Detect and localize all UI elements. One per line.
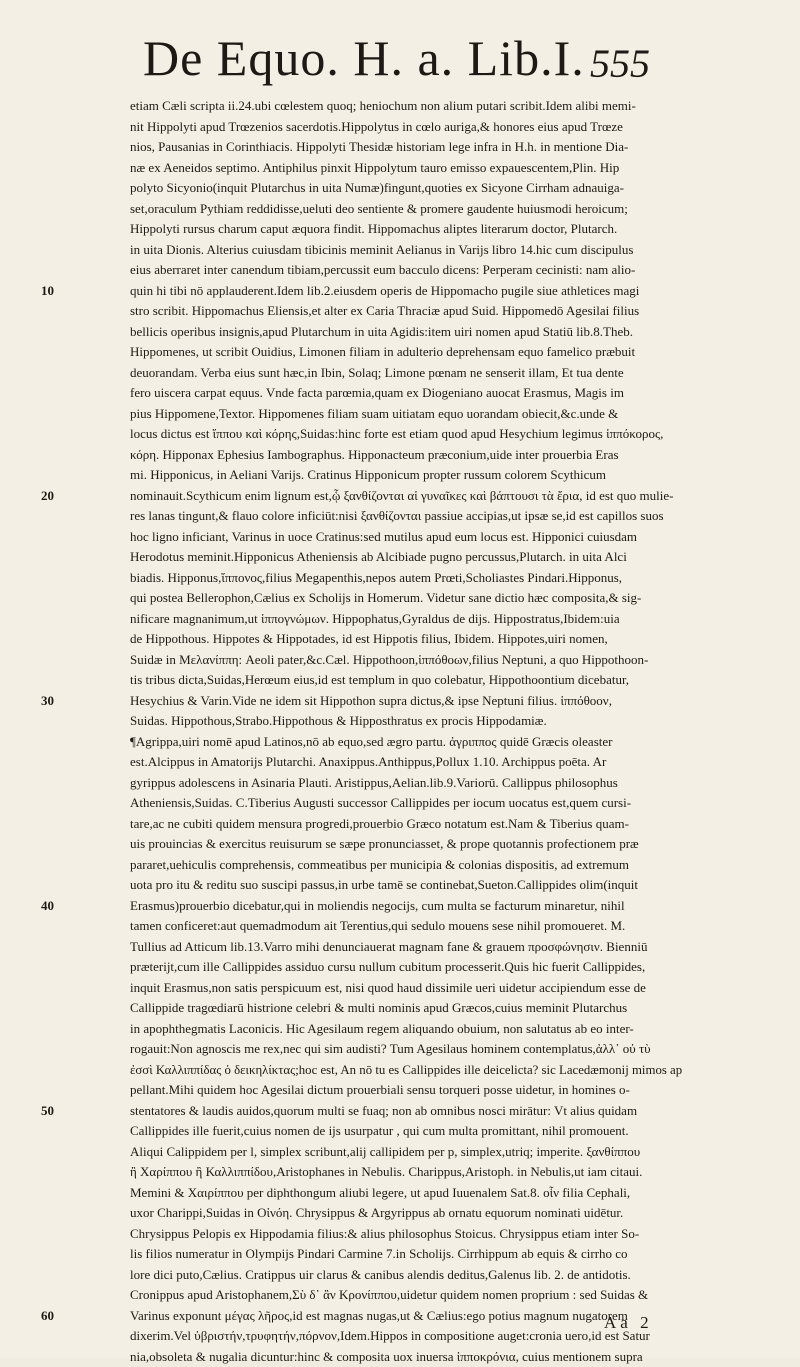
line-number: 50 <box>28 1101 54 1122</box>
line-text: Chrysippus Pelopis ex Hippodamia filius:& alius philosophus Stoicus. Chrysippus etiam inter So- <box>130 1224 639 1245</box>
line-text: polyto Sicyonio(inquit Plutarchus in uita Numæ)fingunt,quoties ex Sicyone Cirrham adnauiga- <box>130 178 624 199</box>
text-line <box>130 1019 682 1040</box>
text-line <box>130 96 682 117</box>
line-text: mi. Hipponicus, in Aeliani Varijs. Cratinus Hipponicum propter russum colorem Scythicum <box>130 465 606 486</box>
line-text: næ ex Aeneidos septimo. Antiphilus pinxit Hippolytum tauro emisso expauescentem,Plin. Hip <box>130 158 619 179</box>
text-line <box>130 342 682 363</box>
line-text: locus dictus est ἵππου καὶ κόρης,Suidas:hinc forte est etiam quod apud Hesychium legimus ἱππόκορος, <box>130 424 663 445</box>
line-text: gyrippus adolescens in Asinaria Plauti. Aristippus,Aelian.lib.9.Variorū. Callippus philosophus <box>130 773 618 794</box>
text-line <box>130 547 682 568</box>
text-line <box>130 424 682 445</box>
line-text: Suidas. Hippothous,Strabo.Hippothous & Hipposthratus ex procis Hippodamiæ. <box>130 711 547 732</box>
page-number: 555 <box>590 42 650 86</box>
text-line <box>130 998 682 1019</box>
line-text: præterijt,cum ille Callippides assiduo cursu nullum cubitum processerit.Quis hic fuerit Callippides, <box>130 957 645 978</box>
text-line <box>130 1142 682 1163</box>
text-line <box>130 609 682 630</box>
text-line <box>130 978 682 999</box>
text-line <box>130 219 682 240</box>
line-text: stentatores & laudis auidos,quorum multi se fuaq; non ab omnibus nosci mirātur: Vt alius quidam <box>130 1101 637 1122</box>
line-text: rogauit:Non agnoscis me rex,nec qui sim audisti? Tum Agesilaus hominem contemplatus,ἀλλ᾽ οὐ τὺ <box>130 1039 651 1060</box>
line-text: Hippomenes, ut scribit Ouidius, Limonen filiam in adulterio deprehensam equo famelico præbuit <box>130 342 635 363</box>
line-text: Memini & Χαιρίππου per diphthongum aliubi legere, ut apud Iuuenalem Sat.8. οἷν filia Cephali, <box>130 1183 630 1204</box>
line-number: 20 <box>28 486 54 507</box>
text-line <box>130 875 682 896</box>
text-line <box>130 1183 682 1204</box>
line-text: pius Hippomene,Textor. Hippomenes filiam suam uitiatam equo uorandam obiecit,&c.unde & <box>130 404 618 425</box>
line-text: in apophthegmatis Laconicis. Hic Agesilaum regem aliquando obuium, non salutatus ab eo inter- <box>130 1019 634 1040</box>
line-text: inquit Erasmus,non satis perspicuum est, nisi quod haud dissimile ueri uidetur accipiendum esse de <box>130 978 646 999</box>
text-line <box>130 1203 682 1224</box>
text-line <box>130 445 682 466</box>
text-line <box>130 1306 682 1327</box>
text-line <box>130 896 682 917</box>
line-number: 60 <box>28 1306 54 1327</box>
line-text: Hippolyti rursus charum caput æquora findit. Hippomachus aliptes literarum doctor, Plutarch. <box>130 219 617 240</box>
line-text: nificare magnanimum,ut ἱππογνώμων. Hippophatus,Gyraldus de dijs. Hippostratus,Ibidem:uia <box>130 609 620 630</box>
line-text: etiam Cæli scripta ii.24.ubi cœlestem quoq; heniochum non alium putari scribit.Idem alibi memi- <box>130 96 636 117</box>
running-head <box>0 30 800 100</box>
line-text: res lanas tingunt,& flauo colore inficiūt:nisi ξανθίζονται passiue accipias,ut ipsæ se,id est capillos suos <box>130 506 664 527</box>
line-text: uota pro itu & reditu suo suscipi passus,in urbe tamē se continebat,Sueton.Callippides olim(inquit <box>130 875 638 896</box>
text-line <box>130 957 682 978</box>
signature-mark: Aa 2 <box>604 1313 653 1333</box>
text-line <box>130 588 682 609</box>
line-text: Tullius ad Atticum lib.13.Varro mihi denunciauerat magnam fane & grauem προσφώνησιν. Bienniū <box>130 937 647 958</box>
line-text: Herodotus meminit.Hipponicus Atheniensis ab Alcibiade pugno percussus,Plutarch. in uita Alci <box>130 547 627 568</box>
text-line <box>130 670 682 691</box>
text-line <box>130 178 682 199</box>
line-text: eius aberraret inter canendum tibiam,percussit eum bacculo dicens: Perperam cecinisti: nam alio- <box>130 260 635 281</box>
text-line <box>130 855 682 876</box>
text-line <box>130 650 682 671</box>
line-text: tare,ac ne cubiti quidem mensura progredi,prouerbio Græco notatum est.Nam & Tiberius quam- <box>130 814 629 835</box>
text-line <box>130 1039 682 1060</box>
line-text: set,oraculum Pythiam reddidisse,ueluti deo sentiente & promere gaudente huiusmodi heroicum; <box>130 199 628 220</box>
line-text: Callippide tragœdiarū histrione celebri & multi nominis apud Græcos,cuius meminit Plutarchus <box>130 998 627 1019</box>
line-text: lore dici puto,Cælius. Cratippus uir clarus & canibus alendis deditus,Galenus lib. 2. de antidotis. <box>130 1265 631 1286</box>
text-line <box>130 1244 682 1265</box>
line-text: tamen conficeret:aut quemadmodum ait Terentius,qui sedulo mouens sese nihil promoueret. M. <box>130 916 625 937</box>
text-line <box>130 117 682 138</box>
line-text: bellicis operibus insignis,apud Plutarchum in uita Agidis:item uiri nomen apud Statiū lib.8.Theb. <box>130 322 633 343</box>
text-line <box>130 1265 682 1286</box>
line-text: nominauit.Scythicum enim lignum est,ᾧ ξανθίζονται αἱ γυναῖκες καὶ βάπτουσι τὰ ἔρια, id est quo mulie- <box>130 486 673 507</box>
text-line <box>130 1060 682 1081</box>
line-text: hoc ligno inficiant, Varinus in uoce Cratinus:sed mutilus apud eum locus est. Hipponici cuiusdam <box>130 527 637 548</box>
line-text: Atheniensis,Suidas. C.Tiberius Augusti successor Callippides per iocum uocatus est,quem cursi- <box>130 793 631 814</box>
line-text: nit Hippolyti apud Trœzenios sacerdotis.Hippolytus in cœlo auriga,& honores eius apud Trœze <box>130 117 623 138</box>
line-text: nia,obsoleta & nugalia dicuntur:hinc & composita uox inuersa ἱπποκρόνια, cuius mentionem supra <box>130 1347 643 1367</box>
line-text: nios, Pausanias in Corinthiacis. Hippolyti Thesidæ historiam lege infra in H.h. in mentione Dia- <box>130 137 628 158</box>
body-text <box>130 96 682 1367</box>
line-text: quin hi tibi nō applauderent.Idem lib.2.eiusdem operis de Hippomacho pugile siue athletices magi <box>130 281 639 302</box>
text-line <box>130 691 682 712</box>
line-text: qui postea Bellerophon,Cælius ex Scholijs in Homerum. Videtur sane dictio hæc composita,& sig- <box>130 588 641 609</box>
line-number: 10 <box>28 281 54 302</box>
line-text: Aliqui Calippidem per l, simplex scribunt,alij callipidem per p, simplex,utriq; imperite. ξανθίππου <box>130 1142 640 1163</box>
text-line <box>130 1101 682 1122</box>
running-head-title: De Equo. H. a. Lib.I. <box>143 30 585 86</box>
text-line <box>130 137 682 158</box>
line-text: tis tribus dicta,Suidas,Herœum eius,id est templum in quo colebatur, Hippothoontium dicebatur, <box>130 670 629 691</box>
line-text: deuorandam. Verba eius sunt hæc,in Ibin, Solaq; Limone pœnam ne senserit illam, Et tua dente <box>130 363 624 384</box>
text-line <box>130 322 682 343</box>
line-text: ἢ Χαρίππου ἢ Καλλιππίδου,Aristophanes in Nebulis. Charippus,Aristoph. in Nebulis,ut iam citaui. <box>130 1162 642 1183</box>
line-text: in uita Dionis. Alterius cuiusdam tibicinis meminit Aelianus in Varijs libro 14.hic cum discipulus <box>130 240 633 261</box>
text-line <box>130 752 682 773</box>
text-line <box>130 383 682 404</box>
line-text: Varinus exponunt μέγας λῆρος,id est magnas nugas,ut & Cælius:ego potius magnum nugatorem <box>130 1306 628 1327</box>
line-text: uxor Charippi,Suidas in Οἰνόη. Chrysippus & Argyrippus ab ornatu equorum nominati uidētur. <box>130 1203 623 1224</box>
text-line <box>130 834 682 855</box>
line-text: est.Alcippus in Amatorijs Plutarchi. Anaxippus.Anthippus,Pollux 1.10. Archippus poēta. Ar <box>130 752 606 773</box>
line-text: pararet,uehiculis comprehensis, commeatibus per municipia & colonias dispositis, ad extremum <box>130 855 629 876</box>
line-text: ἐσσὶ Καλλιππίδας ὁ δεικηλίκτας;hoc est, An nō tu es Callippides ille deicelicta? sic Lacedæmonij mimos ap <box>130 1060 682 1081</box>
text-line <box>130 937 682 958</box>
text-line <box>130 1224 682 1245</box>
line-text: Erasmus)prouerbio dicebatur,qui in moliendis negocijs, cum multa se facturum minaretur, nihil <box>130 896 625 917</box>
text-line <box>130 506 682 527</box>
text-line <box>130 281 682 302</box>
text-line <box>130 1326 682 1347</box>
text-line <box>130 773 682 794</box>
text-line <box>130 1285 682 1306</box>
line-text: Cronippus apud Aristophanem,Σὺ δ᾽ ἂν Κρονίππου,uidetur quidem nomen proprium : sed Suidas & <box>130 1285 648 1306</box>
line-text: Suidæ in Μελανίππη: Aeoli pater,&c.Cæl. Hippothoon,ἱππόθοων,filius Neptuni, a quo Hippothoon- <box>130 650 648 671</box>
line-number: 40 <box>28 896 54 917</box>
text-line <box>130 711 682 732</box>
text-line <box>130 465 682 486</box>
line-text: stro scribit. Hippomachus Eliensis,et alter ex Caria Thraciæ apud Suid. Hippomedō Agesilai filius <box>130 301 639 322</box>
text-line <box>130 732 682 753</box>
text-line <box>130 199 682 220</box>
text-line <box>130 814 682 835</box>
text-line <box>130 568 682 589</box>
line-text: ¶Agrippa,uiri nomē apud Latinos,nō ab equo,sed ægro partu. ἀγριππος quidē Græcis oleaster <box>130 732 612 753</box>
line-text: biadis. Hipponus,ἵππονος,filius Megapenthis,nepos autem Prœti,Scholiastes Pindari.Hipponus, <box>130 568 622 589</box>
text-line <box>130 486 682 507</box>
line-text: dixerim.Vel ὑβριστήν,τρυφητήν,πόρνον,Idem.Hippos in compositione auget:cronia uero,id est Satur <box>130 1326 650 1347</box>
text-line <box>130 1162 682 1183</box>
text-line <box>130 240 682 261</box>
line-text: κόρη. Hipponax Ephesius Iambographus. Hipponacteum præconium,uide inter prouerbia Eras <box>130 445 619 466</box>
text-line <box>130 916 682 937</box>
text-line <box>130 363 682 384</box>
line-text: Callippides ille fuerit,cuius nomen de ijs usurpatur , qui cum multa promittant, nihil promouent. <box>130 1121 629 1142</box>
text-line <box>130 1347 682 1367</box>
line-text: Hesychius & Varin.Vide ne idem sit Hippothon supra dictus,& ipse Neptuni filius. ἱππόθοον, <box>130 691 612 712</box>
line-text: pellant.Mihi quidem hoc Agesilai dictum prouerbiali sensu torqueri posse uidetur, in homines o- <box>130 1080 630 1101</box>
text-line <box>130 629 682 650</box>
line-text: fero uiscera carpat equus. Vnde facta parœmia,quam ex Diogeniano auocat Erasmus, Magis im <box>130 383 624 404</box>
text-line <box>130 1080 682 1101</box>
line-text: lis filios numeratur in Olympijs Pindari Carmine 7.in Scholijs. Cirrhippum ab equis & cirrho co <box>130 1244 628 1265</box>
line-text: de Hippothous. Hippotes & Hippotades, id est Hippotis filius, Ibidem. Hippotes,uiri nomen, <box>130 629 608 650</box>
text-line <box>130 404 682 425</box>
text-line <box>130 158 682 179</box>
text-line <box>130 793 682 814</box>
text-line <box>130 260 682 281</box>
text-line <box>130 301 682 322</box>
text-line <box>130 527 682 548</box>
line-text: uis prouincias & exercitus reuisurum se sæpe pronunciasset, & prope quotannis profectionem præ <box>130 834 639 855</box>
text-line <box>130 1121 682 1142</box>
line-number: 30 <box>28 691 54 712</box>
